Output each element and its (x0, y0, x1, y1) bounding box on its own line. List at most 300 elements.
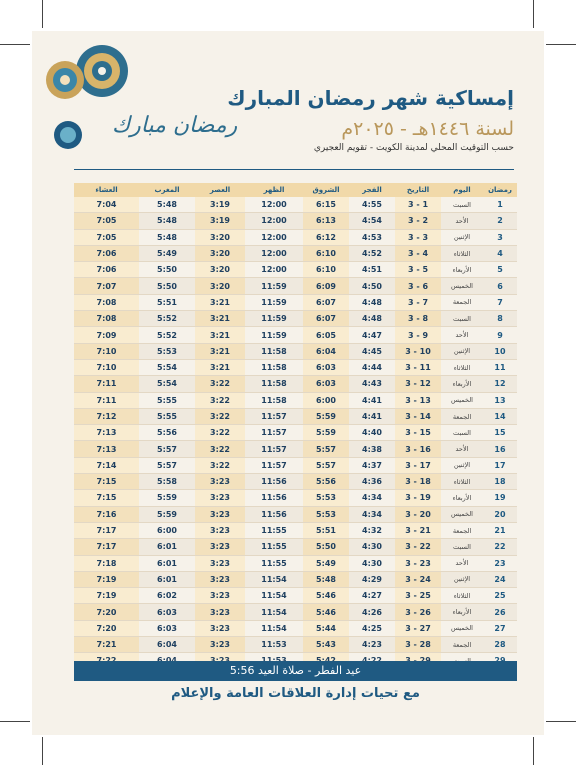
table-cell: 4:52 (349, 245, 395, 261)
table-cell: 5:59 (139, 490, 195, 506)
table-cell: 4:54 (349, 213, 395, 229)
table-cell: 7 (483, 294, 517, 310)
table-cell: 4:48 (349, 311, 395, 327)
table-cell: 5:46 (303, 604, 349, 620)
table-cell: 4:41 (349, 392, 395, 408)
table-cell: 5 - 3 (395, 262, 441, 278)
table-row (74, 327, 517, 343)
table-row (74, 359, 517, 375)
table-cell: 26 - 3 (395, 604, 441, 620)
table-cell: الثلاثاء (441, 359, 483, 375)
table-cell: 7:13 (74, 441, 139, 457)
table-cell: 11 - 3 (395, 359, 441, 375)
footer-credit: مع تحيات إدارة العلاقات العامة والإعلام (171, 686, 420, 701)
table-cell: 7:19 (74, 571, 139, 587)
table-cell: 6:04 (303, 343, 349, 359)
table-cell: الخميس (441, 620, 483, 636)
crop-mark (42, 0, 43, 28)
table-row (74, 522, 517, 538)
table-cell: 6 - 3 (395, 278, 441, 294)
table-cell: 7:05 (74, 229, 139, 245)
table-cell: 5:51 (139, 294, 195, 310)
table-cell: 3:23 (195, 588, 245, 604)
table-cell: 5:50 (139, 262, 195, 278)
crop-mark (0, 721, 30, 722)
table-cell: 5:44 (303, 620, 349, 636)
table-cell: 20 (483, 506, 517, 522)
table-cell: السبت (441, 539, 483, 555)
table-cell: 24 (483, 571, 517, 587)
page-subtitle: لسنة ١٤٤٦هـ - ٢٠٢٥م (341, 118, 514, 140)
crop-mark (546, 44, 576, 45)
table-cell: 12:00 (245, 229, 303, 245)
table-cell: 9 (483, 327, 517, 343)
table-cell: 18 - 3 (395, 474, 441, 490)
table-cell: 11:58 (245, 359, 303, 375)
table-cell: 5:56 (303, 474, 349, 490)
table-cell: 5 (483, 262, 517, 278)
table-cell: 16 (483, 441, 517, 457)
table-cell: 7:08 (74, 311, 139, 327)
table-cell: الخميس (441, 278, 483, 294)
table-row (74, 376, 517, 392)
table-cell: 3:23 (195, 637, 245, 653)
column-header: الفجر (349, 183, 395, 197)
table-row (74, 457, 517, 473)
table-cell: الإثنين (441, 229, 483, 245)
table-cell: 11:54 (245, 571, 303, 587)
table-cell: 27 (483, 620, 517, 636)
table-header-row (74, 183, 517, 197)
table-row (74, 392, 517, 408)
table-cell: 6:03 (303, 359, 349, 375)
table-cell: 19 (483, 490, 517, 506)
column-header: التاريخ (395, 183, 441, 197)
table-cell: 3:20 (195, 262, 245, 278)
ramadan-mubarak-logo: رمضان مبارك (112, 113, 238, 138)
table-cell: 6:12 (303, 229, 349, 245)
table-cell: السبت (441, 197, 483, 213)
table-cell: 11:58 (245, 392, 303, 408)
table-row (74, 278, 517, 294)
table-cell: 5:54 (139, 376, 195, 392)
table-cell: 3:20 (195, 245, 245, 261)
table-cell: 5:59 (139, 506, 195, 522)
table-cell: 3:19 (195, 197, 245, 213)
table-cell: السبت (441, 311, 483, 327)
table-cell: 7:16 (74, 506, 139, 522)
table-row (74, 506, 517, 522)
table-cell: 11:57 (245, 425, 303, 441)
table-cell: 3:19 (195, 213, 245, 229)
table-cell: 5:50 (303, 539, 349, 555)
table-cell: 4:30 (349, 539, 395, 555)
table-cell: 3:23 (195, 539, 245, 555)
table-cell: 3:23 (195, 620, 245, 636)
table-cell: 11:58 (245, 376, 303, 392)
table-cell: 25 - 3 (395, 588, 441, 604)
table-row (74, 343, 517, 359)
table-cell: 4:43 (349, 376, 395, 392)
column-header: اليوم (441, 183, 483, 197)
table-cell: 6 (483, 278, 517, 294)
table-cell: 11:53 (245, 637, 303, 653)
table-cell: 7:12 (74, 408, 139, 424)
table-cell: 3:21 (195, 359, 245, 375)
table-cell: 5:57 (303, 457, 349, 473)
table-cell: 4:55 (349, 197, 395, 213)
table-cell: 10 (483, 343, 517, 359)
table-cell: 7:20 (74, 604, 139, 620)
table-cell: 3:22 (195, 425, 245, 441)
table-cell: 2 - 3 (395, 213, 441, 229)
table-cell: 5:55 (139, 392, 195, 408)
table-cell: 5:57 (303, 441, 349, 457)
table-cell: الأربعاء (441, 262, 483, 278)
table-cell: 13 (483, 392, 517, 408)
table-cell: 6:02 (139, 588, 195, 604)
table-row (74, 441, 517, 457)
table-cell: 7:10 (74, 343, 139, 359)
table-cell: 11:56 (245, 506, 303, 522)
table-cell: 11:54 (245, 604, 303, 620)
table-cell: الجمعة (441, 294, 483, 310)
table-cell: 6:13 (303, 213, 349, 229)
table-cell: 4:25 (349, 620, 395, 636)
table-cell: 3 (483, 229, 517, 245)
table-cell: 7:06 (74, 245, 139, 261)
table-row (74, 474, 517, 490)
table-cell: 4:34 (349, 506, 395, 522)
table-cell: الأحد (441, 555, 483, 571)
table-cell: 17 - 3 (395, 457, 441, 473)
table-cell: 11:54 (245, 588, 303, 604)
table-cell: 3:23 (195, 506, 245, 522)
table-cell: 6:07 (303, 311, 349, 327)
table-cell: 7:08 (74, 294, 139, 310)
imsakiya-sheet (32, 31, 544, 735)
table-cell: 11:57 (245, 457, 303, 473)
table-cell: الأحد (441, 213, 483, 229)
table-cell: 6:10 (303, 262, 349, 278)
table-cell: 7:19 (74, 588, 139, 604)
table-cell: 3:22 (195, 457, 245, 473)
table-cell: 4:44 (349, 359, 395, 375)
table-cell: 1 (483, 197, 517, 213)
eid-prayer-banner: عيد الفطر - صلاة العيد 5:56 (74, 661, 517, 681)
table-row (74, 555, 517, 571)
table-cell: 4:26 (349, 604, 395, 620)
table-row (74, 262, 517, 278)
table-cell: الأربعاء (441, 604, 483, 620)
table-cell: الجمعة (441, 522, 483, 538)
table-cell: 4:32 (349, 522, 395, 538)
column-header: الظهر (245, 183, 303, 197)
table-cell: 5:49 (303, 555, 349, 571)
table-cell: 4:48 (349, 294, 395, 310)
table-cell: 6:10 (303, 245, 349, 261)
table-cell: 5:48 (303, 571, 349, 587)
table-cell: 7:17 (74, 539, 139, 555)
table-cell: 22 - 3 (395, 539, 441, 555)
table-cell: الأربعاء (441, 490, 483, 506)
table-row (74, 571, 517, 587)
table-cell: 5:52 (139, 327, 195, 343)
table-cell: 6:03 (139, 604, 195, 620)
table-cell: 11:58 (245, 343, 303, 359)
table-cell: 7:15 (74, 490, 139, 506)
table-cell: 5:52 (139, 311, 195, 327)
table-cell: 11:56 (245, 474, 303, 490)
column-header: المغرب (139, 183, 195, 197)
table-cell: 15 - 3 (395, 425, 441, 441)
ornament-icon (52, 119, 84, 151)
table-cell: 18 (483, 474, 517, 490)
table-cell: 6:05 (303, 327, 349, 343)
table-cell: 7:10 (74, 359, 139, 375)
table-cell: 3:22 (195, 392, 245, 408)
table-cell: الثلاثاء (441, 474, 483, 490)
calendar-note: حسب التوقيت المحلي لمدينة الكويت - تقويم العجيري (313, 143, 514, 153)
table-cell: 7:17 (74, 522, 139, 538)
table-cell: 6:07 (303, 294, 349, 310)
table-cell: الجمعة (441, 408, 483, 424)
table-cell: 5:54 (139, 359, 195, 375)
table-cell: 13 - 3 (395, 392, 441, 408)
table-cell: 3:21 (195, 294, 245, 310)
table-cell: 11:56 (245, 490, 303, 506)
prayer-times-table (74, 183, 517, 670)
table-cell: 6:00 (139, 522, 195, 538)
table-cell: 3:23 (195, 555, 245, 571)
table-cell: 17 (483, 457, 517, 473)
table-cell: 4:45 (349, 343, 395, 359)
table-cell: 11:55 (245, 522, 303, 538)
table-cell: 21 - 3 (395, 522, 441, 538)
table-cell: 11:59 (245, 311, 303, 327)
table-cell: 6:03 (139, 620, 195, 636)
table-cell: الجمعة (441, 637, 483, 653)
table-cell: 12 (483, 376, 517, 392)
table-cell: 4:38 (349, 441, 395, 457)
table-row (74, 197, 517, 213)
table-cell: 8 - 3 (395, 311, 441, 327)
table-cell: 4:37 (349, 457, 395, 473)
table-cell: الإثنين (441, 343, 483, 359)
table-cell: 12:00 (245, 262, 303, 278)
table-cell: 15 (483, 425, 517, 441)
table-row (74, 425, 517, 441)
table-cell: 6:01 (139, 555, 195, 571)
table-cell: 7:15 (74, 474, 139, 490)
table-cell: 25 (483, 588, 517, 604)
column-header: الشروق (303, 183, 349, 197)
table-cell: 20 - 3 (395, 506, 441, 522)
table-cell: الثلاثاء (441, 588, 483, 604)
table-cell: 5:59 (303, 408, 349, 424)
table-cell: 16 - 3 (395, 441, 441, 457)
table-cell: 7:09 (74, 327, 139, 343)
table-cell: 3:20 (195, 229, 245, 245)
table-cell: 23 - 3 (395, 555, 441, 571)
table-row (74, 245, 517, 261)
table-cell: 26 (483, 604, 517, 620)
table-cell: 5:53 (303, 506, 349, 522)
table-cell: 7:06 (74, 262, 139, 278)
table-cell: 1 - 3 (395, 197, 441, 213)
ornament-icon (44, 59, 86, 101)
crop-mark (546, 721, 576, 722)
table-cell: 7:05 (74, 213, 139, 229)
table-cell: 11:55 (245, 555, 303, 571)
table-cell: 7:07 (74, 278, 139, 294)
table-cell: 5:51 (303, 522, 349, 538)
table-cell: 6:00 (303, 392, 349, 408)
table-cell: 4:34 (349, 490, 395, 506)
table-cell: 7:11 (74, 392, 139, 408)
table-cell: الإثنين (441, 457, 483, 473)
table-cell: 6:01 (139, 539, 195, 555)
table-cell: 7:21 (74, 637, 139, 653)
table-cell: 6:04 (139, 637, 195, 653)
table-cell: 11:57 (245, 441, 303, 457)
column-header: العشاء (74, 183, 139, 197)
table-cell: 28 (483, 637, 517, 653)
table-cell: 11:59 (245, 278, 303, 294)
table-cell: 21 (483, 522, 517, 538)
table-row (74, 604, 517, 620)
table-cell: 5:43 (303, 637, 349, 653)
table-row (74, 620, 517, 636)
table-cell: 7:14 (74, 457, 139, 473)
table-cell: الخميس (441, 392, 483, 408)
table-cell: 4:29 (349, 571, 395, 587)
table-cell: 4:27 (349, 588, 395, 604)
table-cell: 28 - 3 (395, 637, 441, 653)
table-cell: 3:21 (195, 327, 245, 343)
table-row (74, 490, 517, 506)
table-cell: 3:23 (195, 522, 245, 538)
page-title: إمساكية شهر رمضان المبارك (227, 86, 514, 110)
table-cell: 12:00 (245, 213, 303, 229)
table-cell: السبت (441, 425, 483, 441)
table-row (74, 229, 517, 245)
table-cell: 4:30 (349, 555, 395, 571)
table-cell: 22 (483, 539, 517, 555)
table-cell: 4:41 (349, 408, 395, 424)
table-cell: 4 - 3 (395, 245, 441, 261)
table-cell: 7:20 (74, 620, 139, 636)
table-cell: 5:57 (139, 441, 195, 457)
table-cell: 11:57 (245, 408, 303, 424)
table-cell: 5:57 (139, 457, 195, 473)
table-cell: 8 (483, 311, 517, 327)
table-cell: 4:51 (349, 262, 395, 278)
table-cell: 2 (483, 213, 517, 229)
table-cell: 7:11 (74, 376, 139, 392)
table-cell: 19 - 3 (395, 490, 441, 506)
table-row (74, 539, 517, 555)
table-cell: 11:59 (245, 327, 303, 343)
table-cell: 3:23 (195, 474, 245, 490)
table-cell: 3:23 (195, 604, 245, 620)
table-cell: 23 (483, 555, 517, 571)
table-cell: 5:53 (139, 343, 195, 359)
table-cell: 4:53 (349, 229, 395, 245)
table-cell: 3:22 (195, 441, 245, 457)
table-cell: 5:58 (139, 474, 195, 490)
table-cell: 5:53 (303, 490, 349, 506)
table-cell: 7 - 3 (395, 294, 441, 310)
table-cell: 4:50 (349, 278, 395, 294)
column-header: العصر (195, 183, 245, 197)
table-cell: الأحد (441, 327, 483, 343)
table-cell: 4:40 (349, 425, 395, 441)
table-cell: 24 - 3 (395, 571, 441, 587)
table-row (74, 408, 517, 424)
table-cell: 4:47 (349, 327, 395, 343)
table-cell: 5:50 (139, 278, 195, 294)
table-cell: 6:15 (303, 197, 349, 213)
table-cell: 4:36 (349, 474, 395, 490)
table-cell: 7:18 (74, 555, 139, 571)
table-cell: الأربعاء (441, 376, 483, 392)
table-cell: 3:23 (195, 571, 245, 587)
table-cell: 6:01 (139, 571, 195, 587)
table-cell: 7:04 (74, 197, 139, 213)
table-cell: الثلاثاء (441, 245, 483, 261)
table-cell: 5:59 (303, 425, 349, 441)
table-row (74, 213, 517, 229)
table-cell: 12:00 (245, 197, 303, 213)
divider (74, 169, 514, 170)
crop-mark (0, 44, 30, 45)
table-cell: الخميس (441, 506, 483, 522)
table-cell: 10 - 3 (395, 343, 441, 359)
table-cell: 5:46 (303, 588, 349, 604)
table-cell: 4:23 (349, 637, 395, 653)
table-cell: 9 - 3 (395, 327, 441, 343)
table-cell: الأحد (441, 441, 483, 457)
table-cell: 3:22 (195, 376, 245, 392)
table-cell: 5:48 (139, 197, 195, 213)
table-cell: 5:49 (139, 245, 195, 261)
table-cell: 3:21 (195, 311, 245, 327)
table-cell: 3:21 (195, 343, 245, 359)
table-cell: 14 - 3 (395, 408, 441, 424)
table-cell: 3:23 (195, 490, 245, 506)
table-row (74, 588, 517, 604)
table-cell: 27 - 3 (395, 620, 441, 636)
table-cell: 6:09 (303, 278, 349, 294)
table-cell: 5:56 (139, 425, 195, 441)
table-cell: 11 (483, 359, 517, 375)
table-row (74, 637, 517, 653)
table-cell: 6:03 (303, 376, 349, 392)
table-cell: الإثنين (441, 571, 483, 587)
table-cell: 12:00 (245, 245, 303, 261)
crop-mark (533, 0, 534, 28)
crop-mark (42, 737, 43, 765)
table-cell: 11:59 (245, 294, 303, 310)
crop-mark (533, 737, 534, 765)
table-cell: 3:22 (195, 408, 245, 424)
table-cell: 11:54 (245, 620, 303, 636)
table-row (74, 294, 517, 310)
column-header: رمضان (483, 183, 517, 197)
table-cell: 4 (483, 245, 517, 261)
table-cell: 3 - 3 (395, 229, 441, 245)
